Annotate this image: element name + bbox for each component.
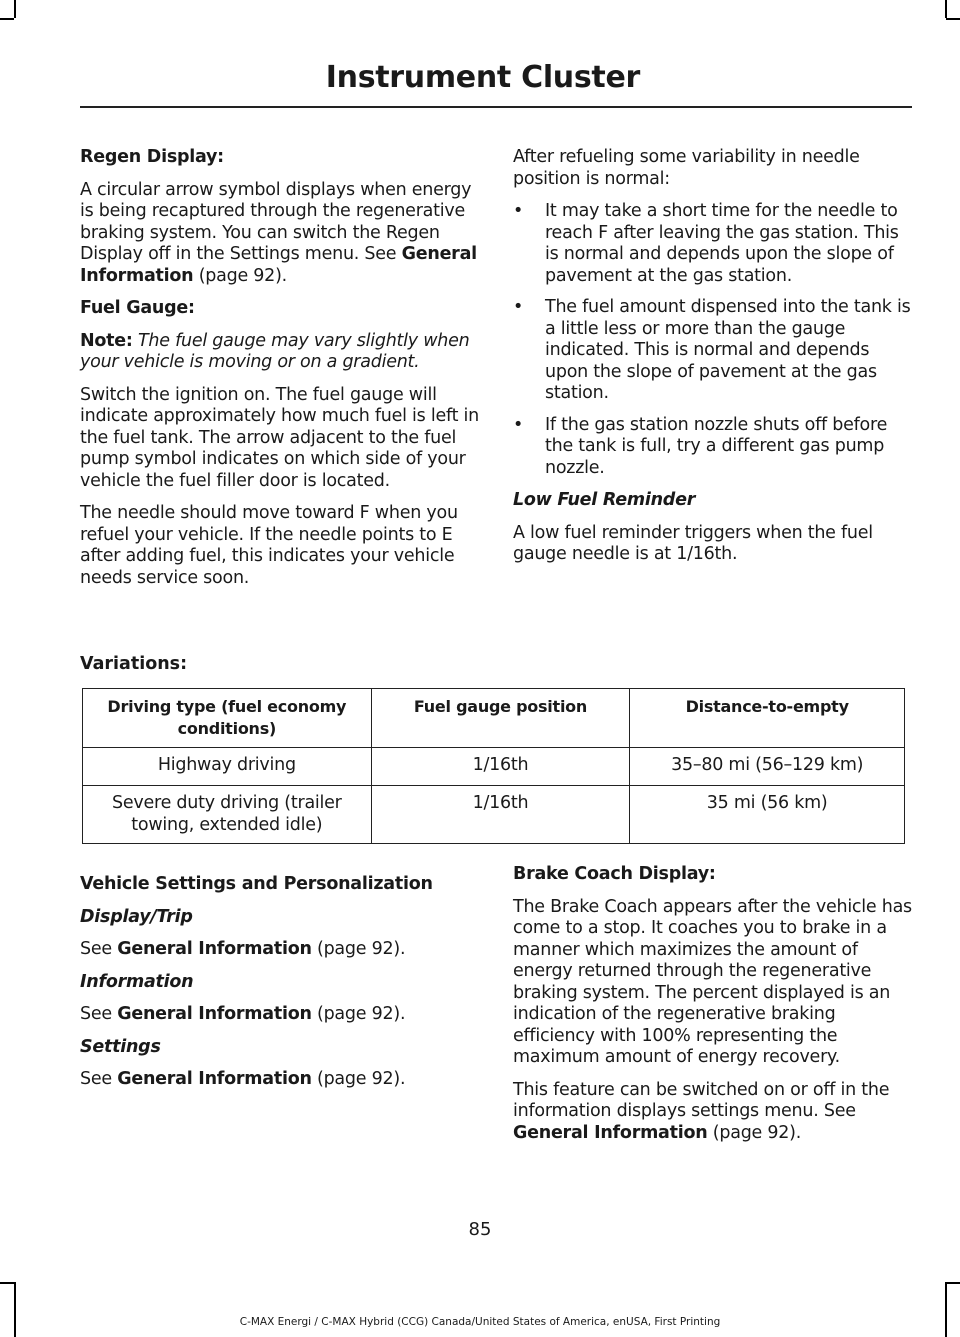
table-cell: 35–80 mi (56–129 km) [630, 748, 905, 786]
left-column-bottom [80, 874, 480, 1102]
right-column [513, 147, 913, 577]
right-column-bottom [513, 864, 913, 1155]
low-fuel-heading: Low Fuel Reminder [513, 490, 696, 510]
page-ref: (page 92). [311, 1069, 406, 1089]
display-trip-ref [80, 939, 480, 961]
brake-coach-paragraph-2 [513, 1080, 913, 1145]
left-column [80, 147, 480, 600]
fuel-gauge-heading: Fuel Gauge: [80, 298, 195, 318]
page-ref: (page 92). [311, 939, 406, 959]
information-ref [80, 1004, 480, 1026]
bullet: • [513, 414, 524, 435]
display-trip-heading: Display/Trip [80, 906, 193, 927]
brake-coach-heading: Brake Coach Display: [513, 864, 716, 884]
crop-mark [0, 1282, 14, 1284]
table-row [83, 786, 905, 844]
fuel-paragraph-2: The needle should move toward F when you refuel your vehicle. If the needle points to E after adding fuel, this indicates your vehicle needs service soon. [80, 503, 458, 588]
variations-heading: Variations: [80, 654, 188, 674]
list-item-text: It may take a short time for the needle to reach F after leaving the gas station. This is normal and depends upon the slope of pavement at the gas station. [545, 201, 899, 286]
header-divider [80, 106, 912, 108]
settings-heading: Settings [80, 1036, 161, 1057]
crop-mark [945, 0, 947, 18]
crop-mark [0, 18, 14, 20]
regen-page-ref: (page 92). [193, 265, 287, 286]
page-ref: (page 92). [311, 1004, 406, 1024]
crop-mark [946, 1282, 960, 1284]
refuel-list [513, 201, 913, 479]
variations-table [82, 688, 905, 844]
page-title: Instrument Cluster [325, 60, 640, 95]
fuel-paragraph-1: Switch the ignition on. The fuel gauge will indicate approximately how much fuel is left in the fuel tank. The arrow adjacent to the fuel pump symbol indicates on which side of your vehicle the fuel filler door is located. [80, 384, 479, 491]
column-header: Fuel gauge position [371, 689, 630, 748]
footer-text: C-MAX Energi / C-MAX Hybrid (CCG) Canada/United States of America, enUSA, First Printing [239, 1316, 721, 1328]
table-cell: Severe duty driving (trailer towing, extended idle) [83, 786, 372, 844]
bullet: • [513, 201, 524, 221]
list-item [513, 415, 913, 480]
bullet: • [513, 297, 524, 317]
general-info-link[interactable]: General Information [117, 1069, 312, 1089]
list-item-text: The fuel amount dispensed into the tank is a little less or more than the gauge indicated. This is normal and depends upon the slope of pavement at the gas station. [545, 297, 911, 403]
crop-mark [946, 18, 960, 20]
settings-ref [80, 1069, 480, 1091]
list-item [513, 201, 913, 287]
fuel-note [80, 331, 480, 374]
general-info-link[interactable]: General Information [117, 1004, 312, 1024]
low-fuel-paragraph: A low fuel reminder triggers when the fuel gauge needle is at 1/16th. [513, 522, 873, 564]
table-row [83, 748, 905, 786]
crop-mark [945, 1282, 947, 1337]
general-info-link[interactable]: General Information [513, 1122, 708, 1143]
table-cell: 35 mi (56 km) [630, 786, 905, 844]
regen-text: A circular arrow symbol displays when energy is being recaptured through the regenerative braking system. You can switch the Regen Display off in the Settings menu. See [80, 179, 472, 264]
brake-text: This feature can be switched on or off in the information displays settings menu. See [513, 1079, 890, 1121]
regen-heading: Regen Display: [80, 147, 224, 167]
see-text: See [80, 939, 118, 959]
page-number: 85 [468, 1219, 492, 1240]
crop-mark [14, 1282, 16, 1337]
page-ref: (page 92). [707, 1122, 802, 1143]
table-header-row [83, 689, 905, 748]
vehicle-settings-heading: Vehicle Settings and Personalization [80, 874, 433, 894]
note-label: Note: [80, 330, 133, 351]
table-cell: Highway driving [83, 748, 372, 786]
column-header: Driving type (fuel economy conditions) [83, 689, 372, 748]
information-heading: Information [80, 971, 194, 992]
refuel-intro: After refueling some variability in needle position is normal: [513, 147, 860, 189]
table-cell: 1/16th [371, 786, 630, 844]
general-info-link[interactable]: General Information [80, 244, 477, 286]
regen-paragraph [80, 180, 480, 288]
list-item [513, 297, 913, 405]
see-text: See [80, 1069, 118, 1089]
brake-coach-paragraph-1: The Brake Coach appears after the vehicle has come to a stop. It coaches you to brake in a manner which maximizes the amount of energy returned through the regenerative braking system. The percent displayed is an indication of the regenerative braking efficiency with 100% representing the maximum amount of energy recovery. [513, 896, 912, 1067]
list-item-text: If the gas station nozzle shuts off before the tank is full, try a different gas pump nozzle. [545, 414, 888, 478]
column-header: Distance-to-empty [630, 689, 905, 748]
crop-mark [14, 0, 16, 18]
general-info-link[interactable]: General Information [117, 939, 312, 959]
see-text: See [80, 1004, 118, 1024]
note-text: The fuel gauge may vary slightly when your vehicle is moving or on a gradient. [80, 330, 470, 372]
table-cell: 1/16th [371, 748, 630, 786]
